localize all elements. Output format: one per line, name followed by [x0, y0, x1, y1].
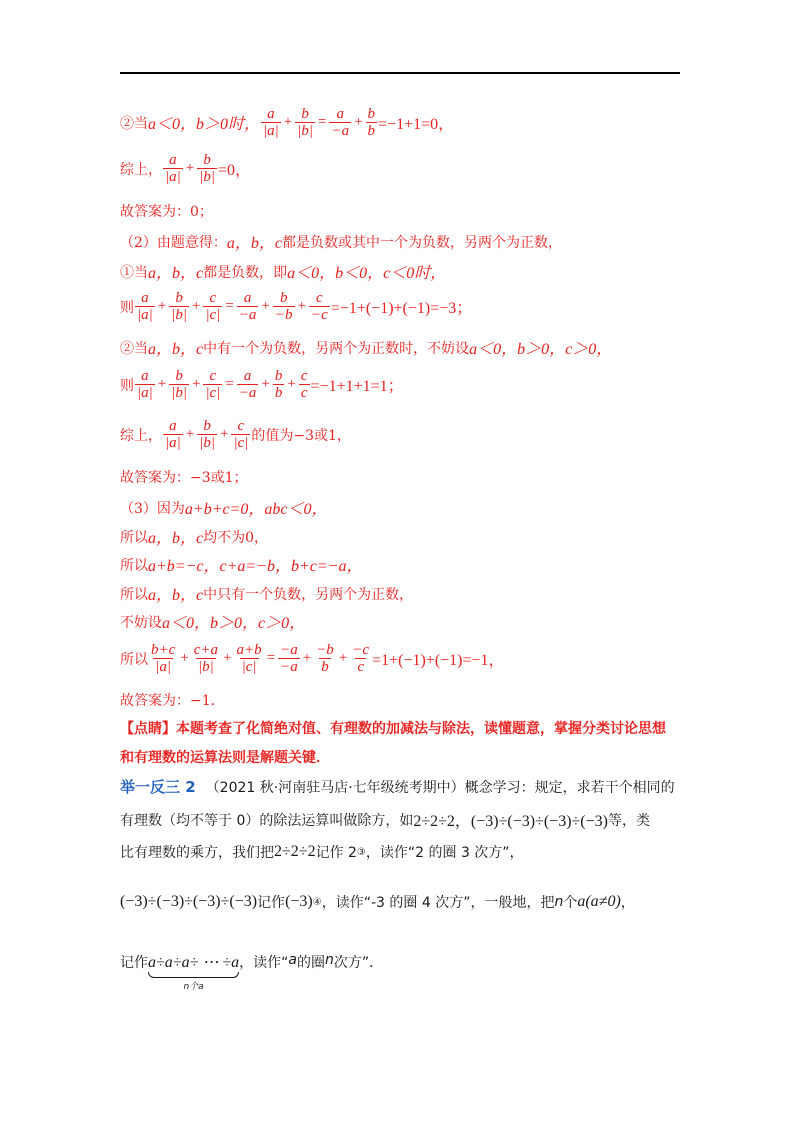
result: =0，	[217, 162, 251, 179]
solution-line-16: 所以 $\frac{b+c}{|a|}$ + $\frac{c+a}{|b|}$ + $\frac{a+b}{|c|}$ = $\frac{-a}{-a}$ + $\frac{-b}{b}$ + $\frac{-c}{c}$ =1+(−1)+(−1)=−1，	[120, 642, 505, 675]
answer-line-2: 故答案为：−3或1；	[120, 470, 248, 486]
condition: a＜0，b＞0时，	[148, 116, 261, 133]
text-prefix: 综上，	[120, 161, 162, 178]
solution-line-11: （3）因为 a+b+c=0，abc＜0，	[120, 500, 328, 518]
fraction: $\frac{a}{-a}$	[238, 290, 257, 323]
fraction: $\frac{b}{-b}$	[274, 290, 293, 323]
solution-line-1: ②当 a＜0，b＞0时， $\frac{a}{|a|}$ + $\frac{b}{|b|}$ = $\frac{a}{-a}$ + $\frac{b}{b}$ =−1+1=0，	[120, 106, 455, 139]
text-prefix: ②当	[120, 115, 148, 132]
solution-line-5: ①当 a，b，c 都是负数，即 a＜0，b＜0，c＜0时，	[120, 264, 447, 282]
example-tag: 举一反三 2	[120, 778, 196, 796]
result: =1+(−1)+(−1)=−1，	[372, 652, 505, 669]
solution-line-12: 所以 a，b，c 均不为0，	[120, 529, 269, 547]
fraction: $\frac{b}{|b|}$	[199, 152, 215, 185]
fraction: $\frac{c}{|c|}$	[205, 368, 221, 401]
fraction: $\frac{-b}{b}$	[316, 642, 334, 675]
example-line-3: 比有理数的乘方，我们把 2÷2÷2 记作 2 ③ ，读作“2 的圈 3 次方”，	[120, 843, 524, 861]
fraction: $\frac{b}{|b|}$	[297, 106, 313, 139]
fraction: $\frac{b}{|b|}$	[171, 368, 187, 401]
remark-line-1: 【点睛】本题考查了化简绝对值、有理数的加减法与除法，读懂题意，掌握分类讨论思想	[120, 721, 666, 737]
fraction: $\frac{c}{|c|}$	[205, 290, 221, 323]
solution-line-9: 综上， $\frac{a}{|a|}$ + $\frac{b}{|b|}$ + $\frac{c}{|c|}$ 的值为−3或1，	[120, 418, 351, 451]
fraction: $\frac{b}{|b|}$	[171, 290, 187, 323]
fraction: $\frac{a}{|a|}$	[263, 106, 279, 139]
fraction: $\frac{c+a}{|b|}$	[193, 642, 219, 675]
fraction: $\frac{c}{c}$	[300, 368, 308, 401]
solution-line-4: （2）由题意得： a，b，c 都是负数或其中一个为负数，另两个为正数，	[120, 234, 563, 252]
solution-line-14: 所以 a，b，c 中只有一个负数，另两个为正数，	[120, 586, 414, 604]
underbrace-expression: a÷a÷a÷ ⋯ ÷a n个a	[148, 954, 240, 992]
fraction: $\frac{b}{b}$	[367, 106, 376, 139]
solution-line-13: 所以 a+b=−c，c+a=−b，b+c=−a，	[120, 557, 363, 575]
solution-line-7: ②当 a，b，c 中有一个为负数，另两个为正数时，不妨设 a＜0，b＞0，c＞0，	[120, 340, 613, 358]
result: =−1+1+1=1；	[310, 378, 404, 395]
answer-line-1: 故答案为：0；	[120, 204, 213, 220]
example-line-1: 举一反三 2 （2021 秋·河南驻马店·七年级统考期中）概念学习：规定，求若干个相同的	[120, 778, 675, 796]
fraction: $\frac{a}{-a}$	[238, 368, 257, 401]
fraction: $\frac{c}{-c}$	[311, 290, 328, 323]
underbrace	[148, 972, 239, 978]
fraction: $\frac{a+b}{|c|}$	[236, 642, 262, 675]
answer-line-3: 故答案为：−1．	[120, 693, 225, 709]
fraction: $\frac{-c}{c}$	[352, 642, 370, 675]
header-rule	[120, 72, 680, 74]
fraction: $\frac{a}{|a|}$	[137, 290, 153, 323]
result: =−1+1=0，	[378, 116, 455, 133]
remark-line-2: 和有理数的运算法则是解题关键．	[120, 750, 330, 766]
fraction: $\frac{-a}{-a}$	[280, 642, 298, 675]
solution-line-6: 则 $\frac{a}{|a|}$ + $\frac{b}{|b|}$ + $\frac{c}{|c|}$ = $\frac{a}{-a}$ + $\frac{b}{-b}$ + $\frac{c}{-c}$ =−1+(−1)+(−1)=−3；	[120, 290, 473, 323]
solution-line-8: 则 $\frac{a}{|a|}$ + $\frac{b}{|b|}$ + $\frac{c}{|c|}$ = $\frac{a}{-a}$ + $\frac{b}{b}$ + $\frac{c}{c}$ =−1+1+1=1；	[120, 368, 404, 401]
solution-line-15: 不妨设 a＜0，b＞0，c＞0，	[120, 614, 306, 632]
example-line-5: 记作 a÷a÷a÷ ⋯ ÷a n个a ，读作“ a 的圈 n 次方”．	[120, 952, 384, 992]
fraction: $\frac{c}{|c|}$	[233, 418, 249, 451]
fraction: $\frac{a}{|a|}$	[165, 152, 181, 185]
result: =−1+(−1)+(−1)=−3；	[330, 300, 473, 317]
example-line-2: 有理数（均不等于 0）的除法运算叫做除方，如 2÷2÷2，(−3)÷(−3)÷(−3)÷(−3) 等，类	[120, 812, 650, 830]
fraction: $\frac{b+c}{|a|}$	[151, 642, 176, 675]
fraction: $\frac{b}{b}$	[274, 368, 283, 401]
fraction: $\frac{a}{|a|}$	[165, 418, 181, 451]
solution-line-2: 综上， $\frac{a}{|a|}$ + $\frac{b}{|b|}$ =0，	[120, 152, 251, 185]
fraction: $\frac{a}{-a}$	[331, 106, 350, 139]
fraction: $\frac{b}{|b|}$	[199, 418, 215, 451]
example-line-4: (−3)÷(−3)÷(−3)÷(−3) 记作 (−3) ④ ，读作“-3 的圈 4 次方”，一般地，把 n 个 a(a≠0) ，	[120, 893, 635, 911]
fraction: $\frac{a}{|a|}$	[137, 368, 153, 401]
